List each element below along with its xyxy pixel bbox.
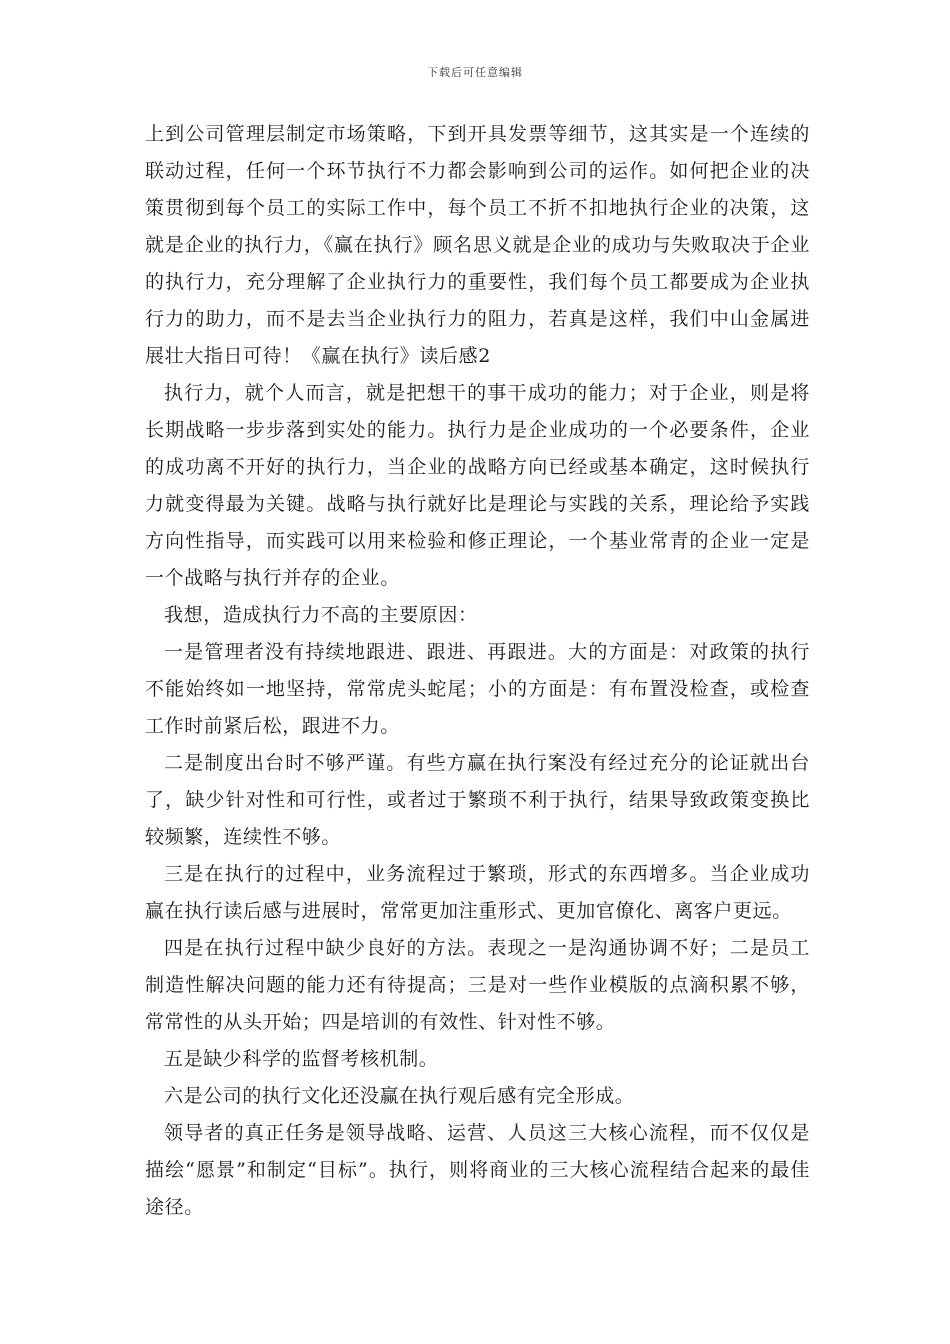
- paragraph: 执行力，就个人而言，就是把想干的事干成功的能力；对于企业，则是将长期战略一步步落到实处的能力。执行力是企业成功的一个必要条件，企业的成功离不开好的执行力，当企业的战略方向已经或基本确定，这时候执行力就变得最为关键。战略与执行就好比是理论与实践的关系，理论给予实践方向性指导，而实践可以用来检验和修正理论，一个基业常青的企业一定是一个战略与执行并存的企业。: [145, 382, 810, 589]
- paragraph: 三是在执行的过程中，业务流程过于繁琐，形式的东西增多。当企业成功赢在执行读后感与进展时，常常更加注重形式、更加官僚化、离客户更远。: [145, 863, 810, 922]
- document-body: [145, 116, 810, 1226]
- paragraph: 我想，造成执行力不高的主要原因：: [164, 604, 478, 626]
- paragraph: 一是管理者没有持续地跟进、跟进、再跟进。大的方面是：对政策的执行不能始终如一地坚持，常常虎头蛇尾；小的方面是：有布置没检查，或检查工作时前紧后松，跟进不力。: [145, 641, 810, 737]
- paragraph: 四是在执行过程中缺少良好的方法。表现之一是沟通协调不好；二是员工制造性解决问题的能力还有待提高；三是对一些作业模版的点滴积累不够，常常性的从头开始；四是培训的有效性、针对性不够。: [145, 937, 810, 1033]
- paragraph: 上到公司管理层制定市场策略，下到开具发票等细节，这其实是一个连续的联动过程，任何一个环节执行不力都会影响到公司的运作。如何把企业的决策贯彻到每个员工的实际工作中，每个员工不折不扣地执行企业的决策，这就是企业的执行力，《赢在执行》顾名思义就是企业的成功与失败取决于企业的执行力，充分理解了企业执行力的重要性，我们每个员工都要成为企业执行力的助力，而不是去当企业执行力的阻力，若真是这样，我们中山金属进展壮大指日可待！《赢在执行》读后感2: [145, 123, 810, 367]
- paragraph: 五是缺少科学的监督考核机制。: [164, 1048, 439, 1070]
- page-header: 下载后可任意编辑: [427, 66, 523, 79]
- paragraph: 领导者的真正任务是领导战略、运营、人员这三大核心流程，而不仅仅是描绘“愿景”和制定“目标”。执行，则将商业的三大核心流程结合起来的最佳途径。: [145, 1122, 810, 1218]
- paragraph: 二是制度出台时不够严谨。有些方赢在执行案没有经过充分的论证就出台了，缺少针对性和可行性，或者过于繁琐不利于执行，结果导致政策变换比较频繁，连续性不够。: [145, 752, 810, 848]
- paragraph: 六是公司的执行文化还没赢在执行观后感有完全形成。: [164, 1085, 635, 1107]
